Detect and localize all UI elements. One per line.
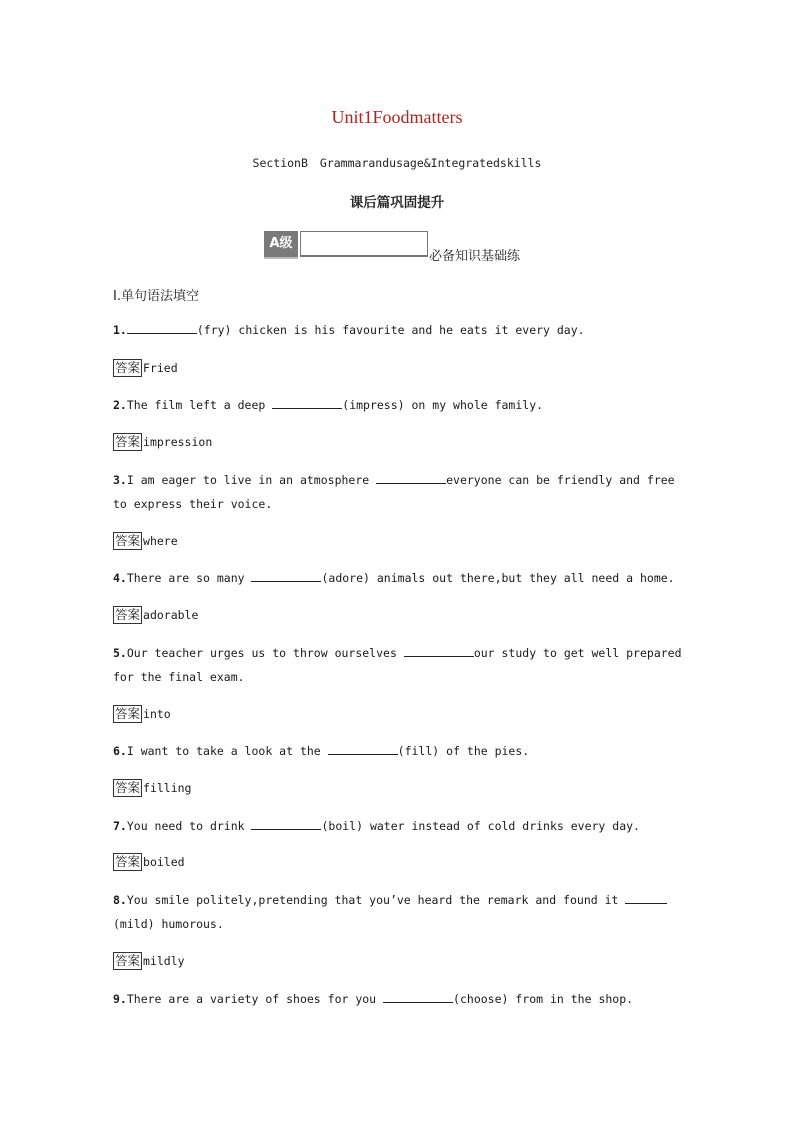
question-text-after: (adore) animals out there,but they all need a home. bbox=[321, 571, 675, 585]
answer-tag: 答案 bbox=[115, 780, 141, 795]
question-number: 1. bbox=[113, 323, 127, 337]
practice-heading: 课后篇巩固提升 bbox=[349, 195, 445, 211]
question-number: 8. bbox=[113, 893, 127, 907]
answer-3 bbox=[113, 531, 178, 551]
answer-7 bbox=[113, 852, 185, 872]
level-label: 必备知识基础练 bbox=[429, 249, 521, 264]
level-box bbox=[300, 231, 428, 257]
answer-5 bbox=[113, 704, 171, 724]
answer-blank bbox=[251, 817, 321, 830]
question-text-after: (fill) of the pies. bbox=[397, 744, 530, 758]
answer-text: Fried bbox=[143, 361, 178, 375]
question-text-after: (impress) on my whole family. bbox=[342, 398, 544, 412]
answer-2 bbox=[113, 432, 212, 452]
answer-1 bbox=[113, 358, 178, 378]
answer-text: filling bbox=[143, 781, 192, 795]
answer-text: where bbox=[143, 534, 178, 548]
question-text-before: Our teacher urges us to throw ourselves bbox=[126, 646, 404, 660]
question-text-after: (mild) humorous. bbox=[113, 917, 224, 931]
question-5 bbox=[113, 641, 688, 689]
answer-blank bbox=[376, 471, 446, 484]
answer-blank bbox=[251, 569, 321, 582]
question-number: 2. bbox=[113, 398, 127, 412]
answer-blank bbox=[328, 742, 398, 755]
answer-tag: 答案 bbox=[115, 706, 141, 721]
question-text-before: I am eager to live in an atmosphere bbox=[126, 473, 377, 487]
question-number: 3. bbox=[113, 473, 127, 487]
subtitle-topic: Grammarandusage&Integratedskills bbox=[319, 156, 542, 170]
answer-tag: 答案 bbox=[115, 607, 141, 622]
question-text-before: I want to take a look at the bbox=[126, 744, 328, 758]
answer-tag: 答案 bbox=[115, 434, 141, 449]
question-text-after: (boil) water instead of cold drinks every day. bbox=[321, 819, 640, 833]
question-number: 7. bbox=[113, 819, 127, 833]
question-3 bbox=[113, 468, 688, 516]
question-1 bbox=[113, 318, 688, 342]
question-text-before: You need to drink bbox=[126, 819, 252, 833]
question-text-after: (choose) from in the shop. bbox=[453, 992, 634, 1006]
question-7 bbox=[113, 814, 688, 838]
question-text-before: The film left a deep bbox=[126, 398, 273, 412]
question-number: 6. bbox=[113, 744, 127, 758]
question-text-before: There are a variety of shoes for you bbox=[126, 992, 384, 1006]
answer-text: impression bbox=[143, 435, 213, 449]
level-badge: A级 bbox=[264, 231, 298, 259]
question-text-after: everyone can be friendly and free to express their voice. bbox=[113, 473, 675, 511]
answer-tag: 答案 bbox=[115, 360, 141, 375]
answer-tag: 答案 bbox=[115, 854, 141, 869]
question-text-after: (fry) chicken is his favourite and he eats it every day. bbox=[196, 323, 585, 337]
section-subtitle bbox=[0, 156, 794, 170]
question-number: 4. bbox=[113, 571, 127, 585]
answer-8 bbox=[113, 951, 185, 971]
answer-blank bbox=[383, 990, 453, 1003]
question-number: 5. bbox=[113, 646, 127, 660]
section-heading: Ⅰ.单句语法填空 bbox=[113, 289, 199, 304]
question-text-after: our study to get well prepared for the final exam. bbox=[113, 646, 682, 684]
subtitle-section: SectionB bbox=[252, 156, 308, 170]
question-text-before: You smile politely,pretending that you’ve heard the remark and found it bbox=[126, 893, 626, 907]
question-text-before: There are so many bbox=[126, 571, 252, 585]
answer-text: into bbox=[143, 707, 171, 721]
page-title: Unit1Foodmatters bbox=[331, 107, 463, 127]
question-4 bbox=[113, 566, 688, 590]
answer-tag: 答案 bbox=[115, 953, 141, 968]
answer-4 bbox=[113, 605, 198, 625]
answer-blank bbox=[404, 644, 474, 657]
question-9 bbox=[113, 987, 688, 1011]
question-8 bbox=[113, 888, 688, 936]
question-2 bbox=[113, 393, 688, 417]
question-6 bbox=[113, 739, 688, 763]
answer-blank bbox=[272, 396, 342, 409]
answer-blank bbox=[127, 321, 197, 334]
answer-text: adorable bbox=[143, 608, 199, 622]
answer-text: mildly bbox=[143, 954, 185, 968]
answer-blank bbox=[625, 891, 667, 904]
answer-text: boiled bbox=[143, 855, 185, 869]
answer-6 bbox=[113, 778, 191, 798]
question-number: 9. bbox=[113, 992, 127, 1006]
answer-tag: 答案 bbox=[115, 533, 141, 548]
